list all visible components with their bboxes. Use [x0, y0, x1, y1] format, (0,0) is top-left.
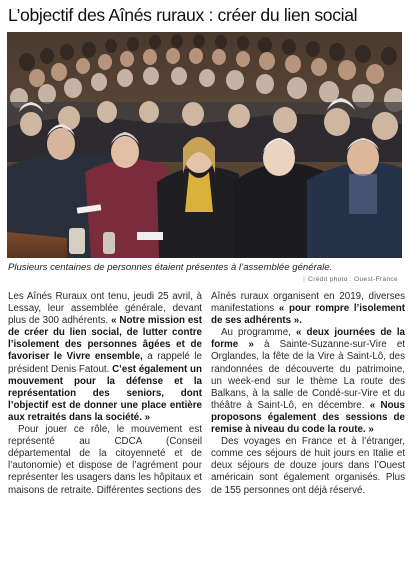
quote-text: « Nous proposons également des sessions de remise à niveau du code la route. »: [211, 399, 405, 436]
quote-text: « Notre mission est de créer du lien social, de lutter contre l’isolement des personnes âgées et de favoriser le Vivre ensemble,: [8, 315, 202, 363]
photo-credit-label: Crédit photo :: [308, 276, 352, 283]
credit-separator: |: [303, 276, 306, 283]
assembly-photo: [7, 32, 402, 258]
paragraph-text: Aînés ruraux organisent en 2019, diverses manifestations: [211, 291, 405, 315]
paragraph-text: Au programme,: [221, 327, 296, 339]
paragraph-text: Des voyages en France et à l’étranger, comme ces séjours de huit jours en Italie et deux séjours de douze jours dans l’Ouest américain sont également organisés. Plus de 155 personnes ont déjà réservé.: [211, 436, 405, 496]
paragraph-text: à Sainte-Suzanne-sur-Vire et Orglandes, la fête de la Vire à Saint-Lô, des randonnées de découverte du patrimoine, un week-end sur le thème La route des Balkans, à la salle de Condé-sur-Vire et du théâtre à Saint-Lô, en décembre.: [211, 339, 405, 411]
quote-text: « pour rompre l’isolement de ses adhérents ».: [211, 303, 405, 327]
article-body-column-right: [211, 291, 405, 497]
article-title: L’objectif des Aînés ruraux : créer du lien social: [8, 5, 358, 25]
photo-credit: [303, 276, 398, 283]
paragraph: [8, 424, 202, 497]
photo-caption: Plusieurs centaines de personnes étaient présentes à l’assemblée générale.: [8, 262, 333, 273]
paragraph-text: Pour jouer ce rôle, le mouvement est représenté au CDCA (Conseil départemental de la citoyenneté et de l’autonomie) et dispose de l’agrément pour représenter les usagers dans les hôpitaux et maisons de retraite. Différentes sections des: [8, 424, 202, 496]
paragraph-text: Les Aînés Ruraux ont tenu, jeudi 25 avril, à Lessay, leur assemblée générale, devant plus de 300 adhérents.: [8, 291, 202, 327]
paragraph-text: a rappelé le président Denis Fatout.: [8, 351, 202, 375]
paragraph: [211, 327, 405, 436]
audience-photo-image: [7, 32, 402, 258]
quote-text: C’est également un mouvement pour la défense et la représentation des seniors, dont l’objectif est de donner une place entière aux retraités dans la société. »: [8, 363, 202, 423]
quote-text: « deux journées de la forme »: [211, 327, 405, 351]
article-body-column-left: [8, 291, 202, 497]
paragraph: [211, 291, 405, 327]
paragraph: [8, 291, 202, 424]
paragraph: [211, 436, 405, 496]
photo-credit-source: Ouest-France: [354, 276, 398, 283]
